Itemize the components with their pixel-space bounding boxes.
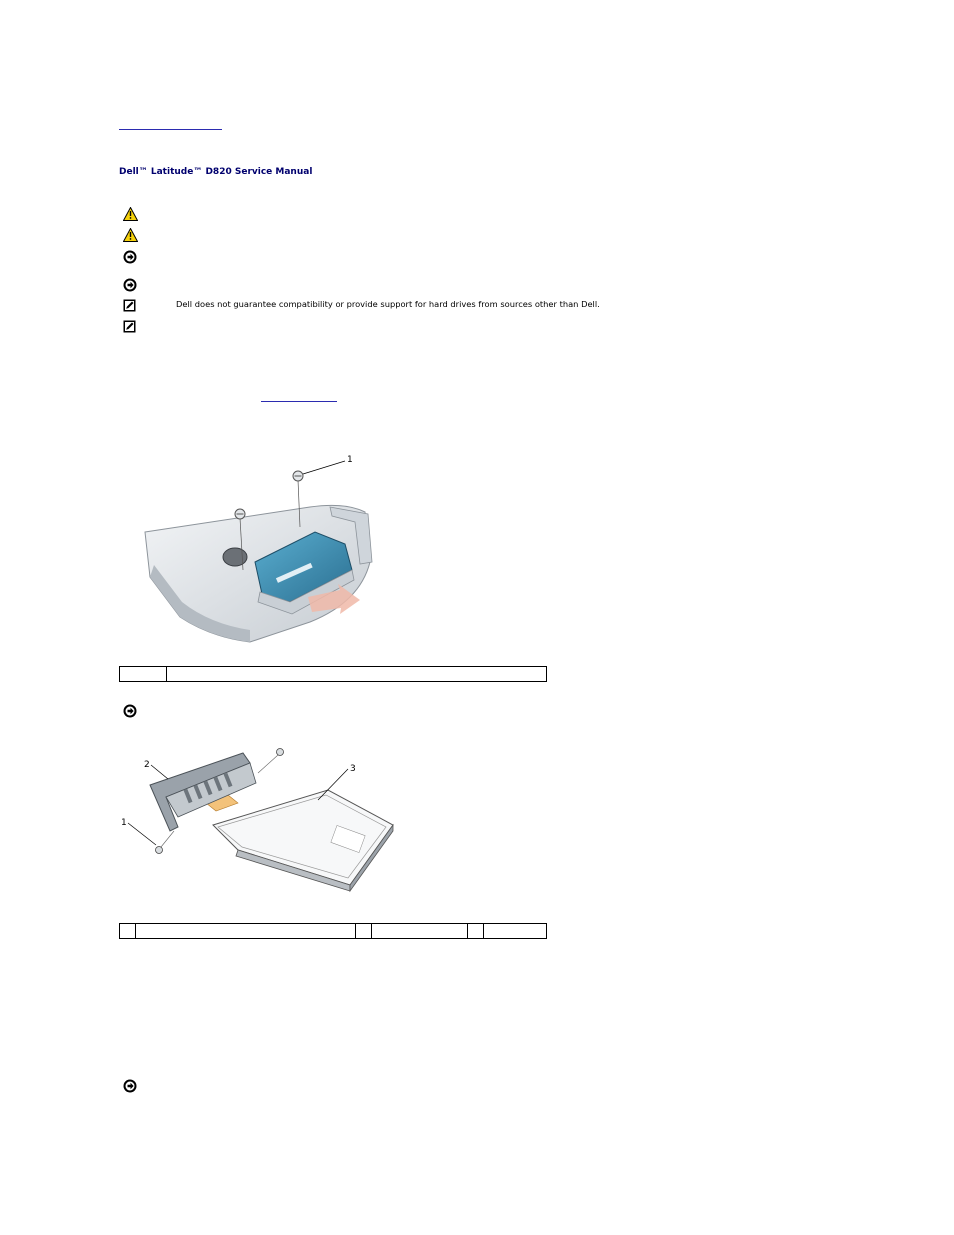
- manual-title: Dell™ Latitude™ D820 Service Manual: [119, 167, 313, 177]
- table-cell: [136, 924, 356, 939]
- note-icon: [123, 320, 138, 334]
- notice-icon: [123, 704, 138, 718]
- notice-icon: [123, 1079, 138, 1093]
- table-cell: [372, 924, 468, 939]
- figure2-callout-2: 2: [144, 760, 150, 770]
- hard-drive-bracket-figure: [118, 745, 398, 895]
- table-cell: [120, 667, 167, 682]
- figure2-callout-1: 1: [121, 818, 127, 828]
- caution-icon: [123, 207, 138, 221]
- note-text: Dell does not guarantee compatibility or provide support for hard drives from sources other than Dell.: [176, 299, 600, 309]
- caution-icon: [123, 228, 138, 242]
- table-cell: [120, 924, 136, 939]
- inline-link[interactable]: [261, 391, 337, 402]
- figure1-callout-1: 1: [347, 455, 353, 465]
- callout-table-2: [119, 923, 547, 939]
- note-icon: [123, 299, 138, 313]
- table-cell: [167, 667, 547, 682]
- table-cell: [484, 924, 547, 939]
- table-cell: [356, 924, 372, 939]
- table-row: [120, 667, 547, 682]
- table-row: [120, 924, 547, 939]
- notice-icon: [123, 250, 138, 264]
- figure2-callout-3: 3: [350, 764, 356, 774]
- table-cell: [468, 924, 484, 939]
- hard-drive-removal-figure: [140, 452, 380, 644]
- notice-icon: [123, 278, 138, 292]
- top-link[interactable]: [119, 119, 222, 130]
- callout-table-1: [119, 666, 547, 682]
